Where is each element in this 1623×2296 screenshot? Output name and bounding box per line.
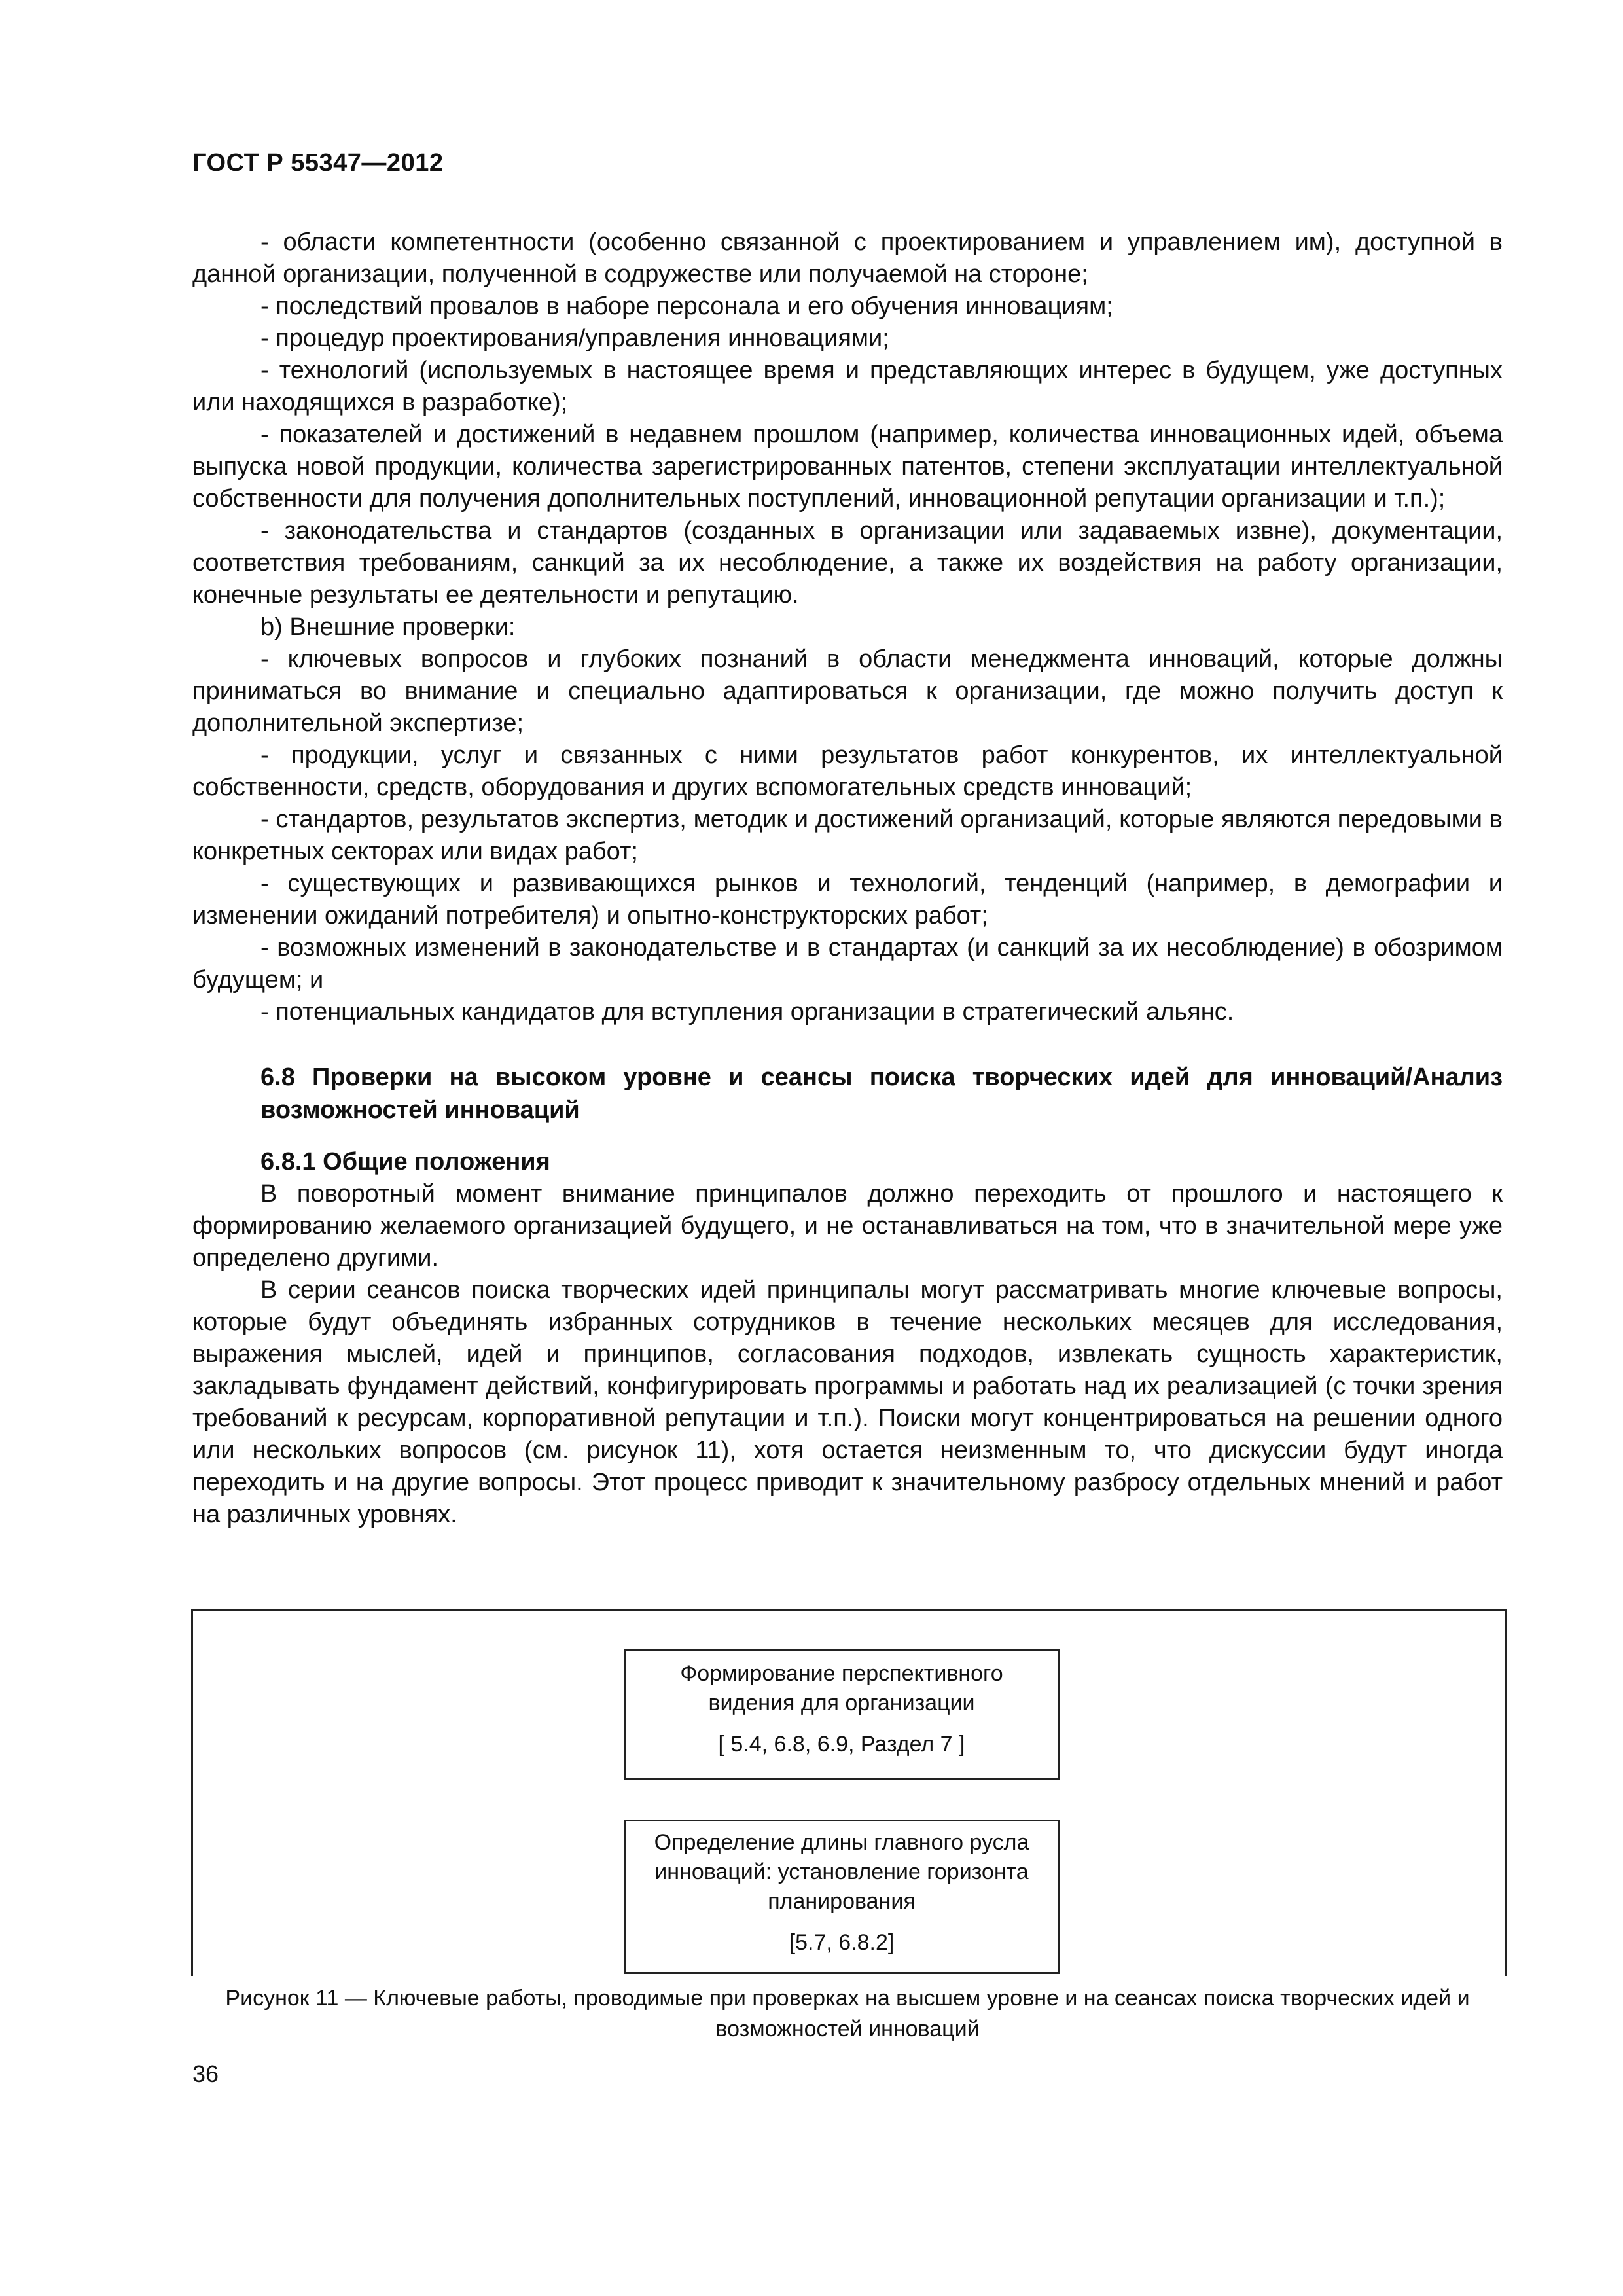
figure-box-ref: [ 5.4, 6.8, 6.9, Раздел 7 ] xyxy=(718,1732,965,1757)
list-item: - возможных изменений в законодательстве и в стандартах (и санкций за их несоблюдение) в обозримом будущем; и xyxy=(192,934,1503,994)
list-item: - законодательства и стандартов (созданных в организации или задаваемых извне), документации, соответствия требованиям, санкций за их несоблюдение, а также их воздействия на работу организации, конечные результаты ее деятельности и репутацию. xyxy=(192,517,1503,609)
list-item: - потенциальных кандидатов для вступления организации в стратегический альянс. xyxy=(260,998,1234,1026)
figure-box-ref: [5.7, 6.8.2] xyxy=(789,1930,895,1955)
subsection-label: b) Внешние проверки: xyxy=(260,613,516,641)
list-item: - показателей и достижений в недавнем прошлом (например, количества инновационных идей, объема выпуска новой продукции, количества зарегистрированных патентов, степени эксплуатации интеллектуальной собственности для получения дополнительных поступлений, инновационной репутации организации и т.п.); xyxy=(192,421,1503,512)
body-text xyxy=(192,226,1503,1531)
figure-box-text: Определение длины главного русла инноваций: установление горизонта планирования xyxy=(654,1830,1029,1914)
list-item: - процедур проектирования/управления инновациями; xyxy=(260,325,889,352)
section-heading: 6.8 Проверки на высоком уровне и сеансы поиска творческих идей для инноваций/Анализ возможностей инноваций xyxy=(260,1064,1503,1124)
list-item: - технологий (используемых в настоящее время и представляющих интерес в будущем, уже доступных или находящихся в разработке); xyxy=(192,357,1503,416)
list-item: - продукции, услуг и связанных с ними результатов работ конкурентов, их интеллектуальной собственности, средств, оборудования и других вспомогательных средств инноваций; xyxy=(192,742,1503,801)
list-item: - области компетентности (особенно связанной с проектированием и управлением им), доступной в данной организации, полученной в содружестве или получаемой на стороне; xyxy=(192,228,1503,288)
figure-box-text: Формирование перспективного видения для организации xyxy=(680,1661,1003,1715)
page-number: 36 xyxy=(192,2060,219,2087)
subsection-heading: 6.8.1 Общие положения xyxy=(260,1148,550,1175)
figure-caption: Рисунок 11 — Ключевые работы, проводимые при проверках на высшем уровне и на сеансах поиска творческих идей и возможностей инноваций xyxy=(225,1986,1470,2041)
list-item: - ключевых вопросов и глубоких познаний в области менеджмента инноваций, которые должны приниматься во внимание и специально адаптироваться к организации, где можно получить доступ к дополнительной экспертизе; xyxy=(192,645,1503,737)
figure-box-horizon xyxy=(624,1820,1060,1974)
paragraph: В серии сеансов поиска творческих идей принципалы могут рассматривать многие ключевые вопросы, которые будут объединять избранных сотрудников в течение нескольких месяцев для исследования, выражения мыслей, идей и принципов, согласования подходов, извлекать сущность характеристик, закладывать фундамент действий, конфигурировать программы и работать над их реализацией (с точки зрения требований к ресурсам, корпоративной репутации и т.п.). Поиски могут концентрироваться на решении одного или нескольких вопросов (см. рисунок 11), хотя остается неизменным то, что дискуссии будут иногда переходить и на другие вопросы. Этот процесс приводит к значительному разбросу отдельных мнений и работ на различных уровнях. xyxy=(192,1276,1503,1528)
list-item: - стандартов, результатов экспертиз, методик и достижений организаций, которые являются передовыми в конкретных секторах или видах работ; xyxy=(192,806,1503,865)
figure-box-vision xyxy=(624,1649,1060,1780)
paragraph: В поворотный момент внимание принципалов должно переходить от прошлого и настоящего к формированию желаемого организацией будущего, и не останавливаться на том, что в значительной мере уже определено другими. xyxy=(192,1180,1503,1272)
document-header: ГОСТ Р 55347—2012 xyxy=(192,149,444,177)
list-item: - существующих и развивающихся рынков и технологий, тенденций (например, в демографии и изменении ожиданий потребителя) и опытно-конструкторских работ; xyxy=(192,870,1503,929)
list-item: - последствий провалов в наборе персонала и его обучения инновациям; xyxy=(260,293,1113,320)
